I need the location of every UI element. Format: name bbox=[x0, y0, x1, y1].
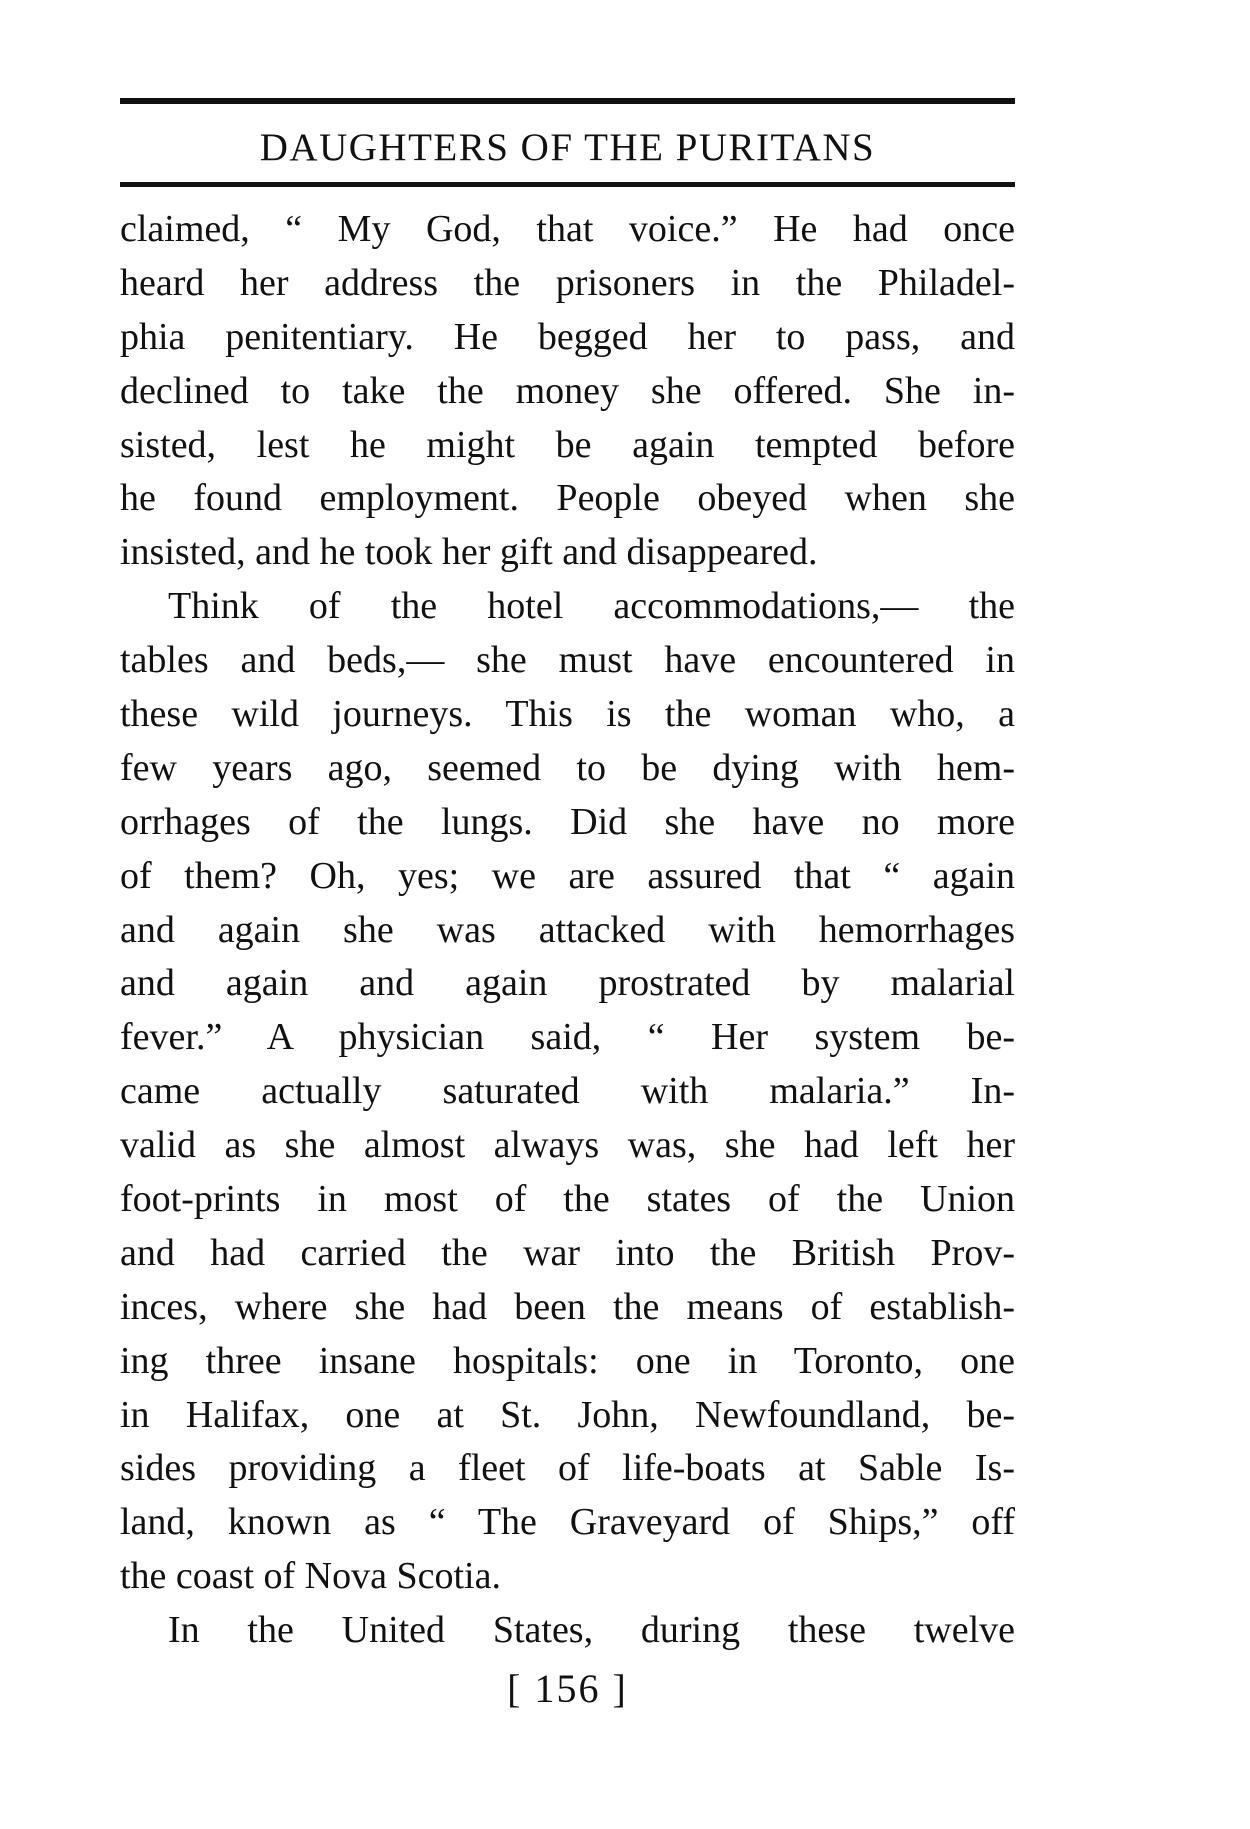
text-line: claimed, “ My God, that voice.” He had once bbox=[120, 208, 1015, 250]
running-head: DAUGHTERS OF THE PURITANS bbox=[259, 126, 876, 169]
text-line: few years ago, seemed to be dying with hem- bbox=[120, 746, 1015, 789]
text-line: In the United States, during these twelve bbox=[168, 1609, 1015, 1652]
book-page bbox=[120, 98, 1015, 1714]
text-line: heard her address the prisoners in the Philadel- bbox=[120, 261, 1015, 304]
text-line: inces, where she had been the means of establish- bbox=[120, 1285, 1015, 1328]
text-line: and again and again prostrated by malarial bbox=[120, 962, 1015, 1005]
text-line: foot-prints in most of the states of the Union bbox=[120, 1178, 1015, 1221]
text-line: phia penitentiary. He begged her to pass, and bbox=[120, 315, 1015, 358]
text-line: insisted, and he took her gift and disappeared. bbox=[120, 531, 818, 574]
text-line: in Halifax, one at St. John, Newfoundland, be- bbox=[120, 1393, 1015, 1436]
text-line: sisted, lest he might be again tempted before bbox=[120, 423, 1015, 466]
header-rule-bottom bbox=[120, 182, 1015, 187]
text-line: came actually saturated with malaria.” In- bbox=[120, 1070, 1015, 1113]
text-line: fever.” A physician said, “ Her system be- bbox=[120, 1016, 1015, 1059]
body-text bbox=[120, 203, 1015, 1658]
text-line: declined to take the money she offered. She in- bbox=[120, 369, 1015, 412]
text-line: these wild journeys. This is the woman who, a bbox=[120, 693, 1015, 736]
text-line: sides providing a fleet of life-boats at Sable Is- bbox=[120, 1447, 1015, 1490]
text-line: of them? Oh, yes; we are assured that “ again bbox=[120, 854, 1015, 897]
text-line: valid as she almost always was, she had left her bbox=[120, 1124, 1015, 1167]
text-line: land, known as “ The Graveyard of Ships,” off bbox=[120, 1501, 1015, 1544]
text-line: the coast of Nova Scotia. bbox=[120, 1555, 501, 1598]
text-line: and had carried the war into the British Prov- bbox=[120, 1231, 1015, 1274]
text-line: and again she was attacked with hemorrhages bbox=[120, 908, 1015, 951]
page-number: [ 156 ] bbox=[507, 1666, 628, 1712]
text-line: orrhages of the lungs. Did she have no more bbox=[120, 800, 1015, 843]
text-line: he found employment. People obeyed when she bbox=[120, 477, 1015, 520]
text-line: tables and beds,— she must have encountered in bbox=[120, 639, 1015, 682]
text-line: Think of the hotel accommodations,— the bbox=[168, 585, 1015, 628]
text-line: ing three insane hospitals: one in Toronto, one bbox=[120, 1339, 1015, 1382]
